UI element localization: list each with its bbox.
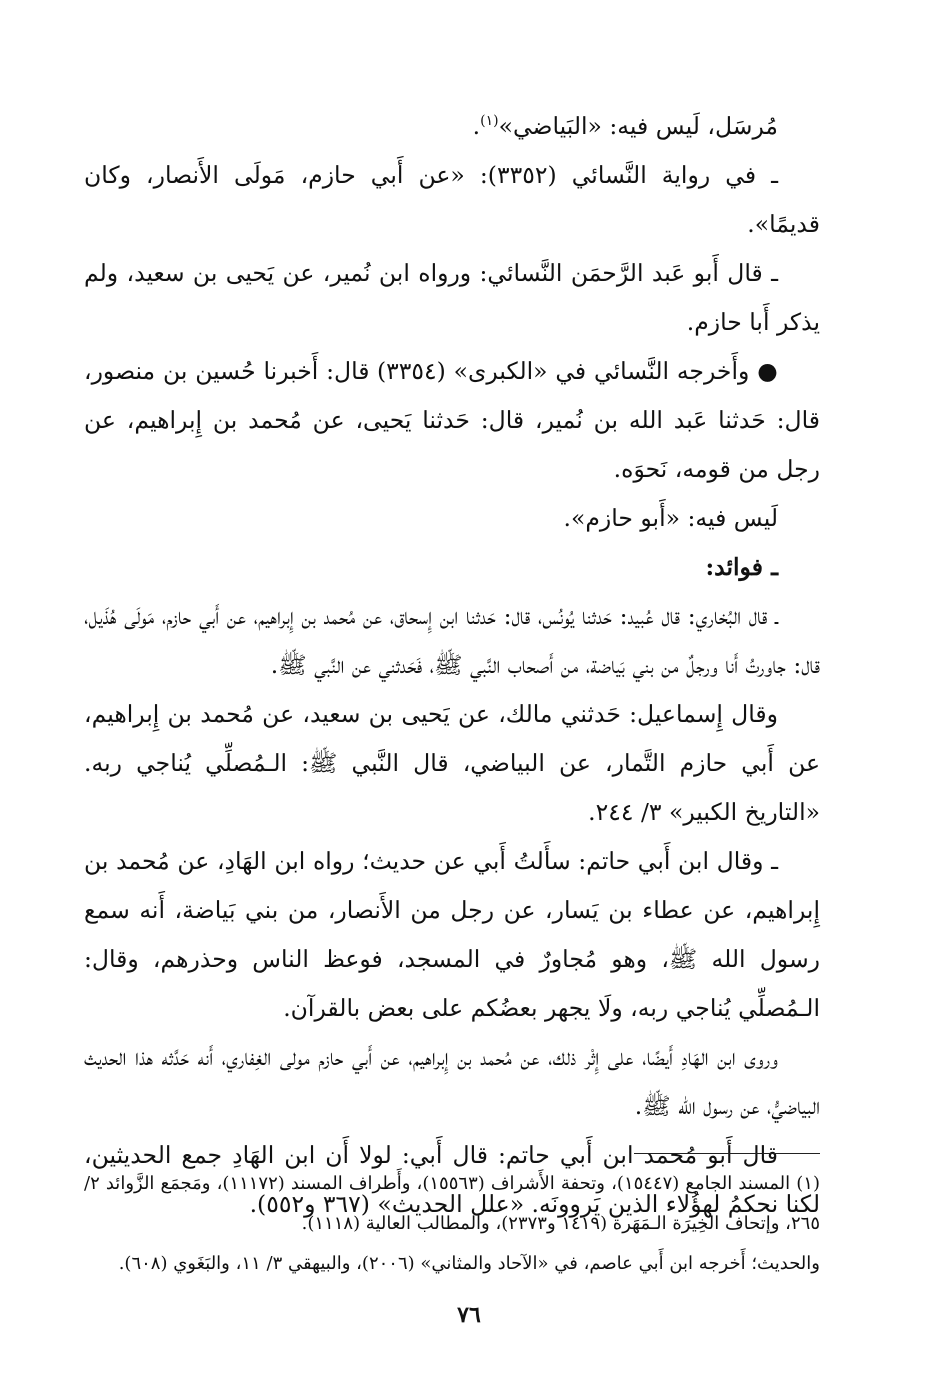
footnote-marker[interactable]: (١) xyxy=(480,113,499,130)
footnote: والحديث؛ أَخرجه ابن أَبي عاصم، في «الآحاد والمثاني» (٢٠٠٦)، والبيهقي ٣/ ١١، والبَغَوي (٦٠٨). xyxy=(118,1253,820,1274)
paragraph: وقال إِسماعيل: حَدثني مالك، عن يَحيى بن سعيد، عن مُحمد بن إِبراهيم، عن أَبي حازم التَّمار، عن البياضي، قال النَّبي ﷺ: الـمُصلِّي يُناجي ربه. «التاريخ الكبير» ٣/ ٢٤٤. xyxy=(84,700,820,826)
paragraph-text: مُرسَل، لَيس فيه: «البَياضي» xyxy=(498,112,778,140)
footnote: (١) المسند الجامع (١٥٤٤٧)، وتحفة الأَشراف (١٥٥٦٣)، وأَطراف المسند (١١١٧٢)، ومَجمَع الزَّوائد ٢/ ٢٦٥، وإتحاف الخِيرَة الـمَهَرة (١٤١٩ و٢٣٧٣)، والمطالب العالية (١١١٨). xyxy=(84,1173,820,1234)
paragraph: ● وأَخرجه النَّسائي في «الكبرى» (٣٣٥٤) قال: أَخبرنا حُسين بن منصور، قال: حَدثنا عَبد الله بن نُمير، قال: حَدثنا يَحيى، عن مُحمد بن إِبراهيم، عن رجل من قومه، نَحوَه. xyxy=(84,357,820,483)
paragraph: قال أَبو مُحمد ابن أَبي حاتم: قال أَبي: لولا أَن ابن الهَادِ جمع الحديثين، لكنا نحكمُ لهؤُلاء الذين يَروونَه. «علل الحديث» (٣٦٧ و٥٥٢). xyxy=(84,1141,820,1218)
section-heading: ـ فوائد: xyxy=(705,553,778,581)
paragraph: مُرسَل، لَيس فيه: «البَياضي»$^{(١)}$. xyxy=(472,112,778,140)
footnote-separator xyxy=(634,1153,820,1154)
paragraph: ـ قال أَبو عَبد الرَّحمَن النَّسائي: ورواه ابن نُمير، عن يَحيى بن سعيد، ولم يذكر أَبا حازم. xyxy=(84,259,820,336)
page-number: ٧٦ xyxy=(457,1302,481,1328)
footnotes xyxy=(84,1164,820,1284)
paragraph: ـ قال البُخاري: قال عُبيد: حَدثنا يُونُس، قال: حَدثنا ابن إِسحاق، عن مُحمد بن إِبراهيم، عن أَبي حازم، مَولَى هُذَيل، قال: جاورتُ أَنا ورجلٌ من بني بَياضة، من أَصحاب النَّبي ﷺ، فَحَدثني عن النَّبي ﷺ. xyxy=(84,602,820,679)
main-text xyxy=(84,102,820,1229)
paragraph: وروى ابن الهَادِ أَيضًا، على إِثْر ذلك، عن مُحمد بن إِبراهيم، عن أَبي حازم مولى الغِفاري، أَنه حَدَّثه هذا الحديث البياضيُّ، عن رسول الله ﷺ. xyxy=(84,1043,820,1120)
paragraph: لَيس فيه: «أَبو حازم». xyxy=(563,504,778,532)
paragraph: ـ في رواية النَّسائي (٣٣٥٢): «عن أَبي حازم، مَولَى الأَنصار، وكان قديمًا». xyxy=(84,161,820,238)
paragraph: ـ وقال ابن أَبي حاتم: سأَلتُ أَبي عن حديث؛ رواه ابن الهَادِ، عن مُحمد بن إِبراهيم، عن عطاء بن يَسار، عن رجل من الأَنصار، من بني بَياضة، أَنه سمع رسول الله ﷺ، وهو مُجاورٌ في المسجد، فوعظ الناس وحذرهم، وقال: الـمُصلِّي يُناجي ربه، ولَا يجهر بعضُكم على بعض بالقرآن. xyxy=(84,847,820,1022)
